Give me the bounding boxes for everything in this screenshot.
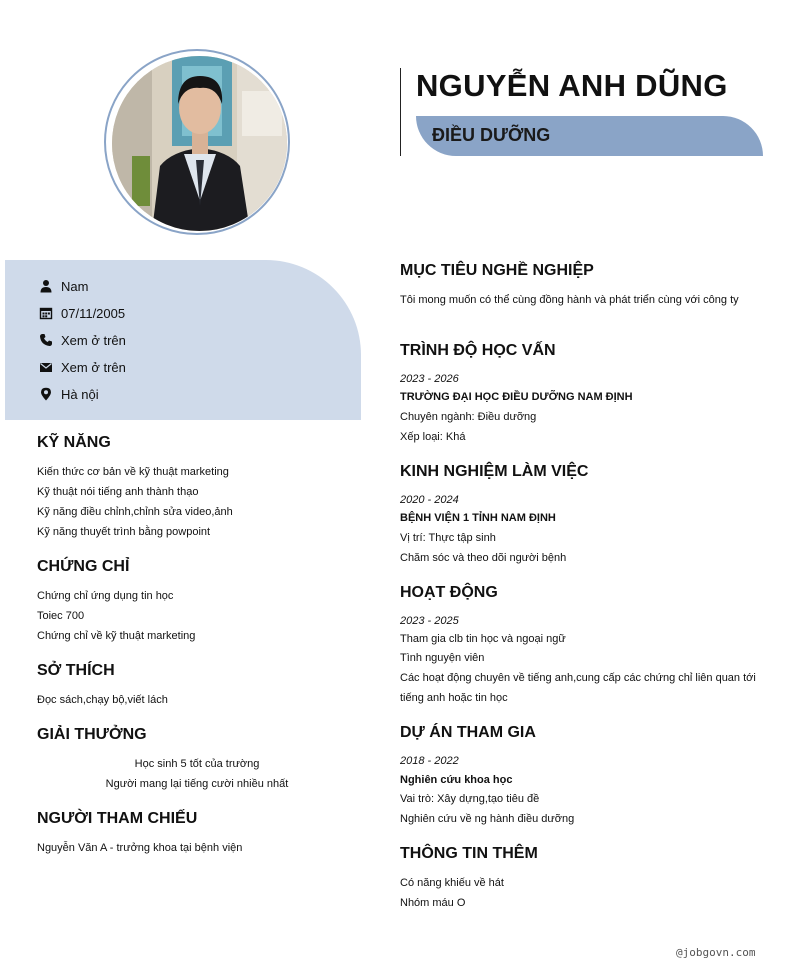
location-pin-icon [39,387,53,401]
job-title-banner [416,116,763,156]
skill-item: Kỹ thuật nói tiếng anh thành thạo [37,486,199,498]
additional-item: Nhóm máu O [400,897,466,909]
education-title: TRÌNH ĐỘ HỌC VẤN [400,342,556,359]
reference-item: Nguyễn Văn A - trưởng khoa tại bệnh viện [37,842,243,854]
additional-item: Có năng khiếu về hát [400,877,504,889]
certificates-title: CHỨNG CHỈ [37,558,130,575]
contact-phone-text: Xem ở trên [61,332,126,348]
skill-item: Kiến thức cơ bản về kỹ thuật marketing [37,466,229,478]
experience-description: Chăm sóc và theo dõi người bệnh [400,552,567,564]
activity-item: Tình nguyện viên [400,652,485,664]
contact-birthday-text: 07/11/2005 [61,305,126,321]
certificate-item: Toiec 700 [37,610,85,622]
skill-item: Kỹ năng điều chỉnh,chỉnh sửa video,ảnh [37,506,233,518]
skill-item: Kỹ năng thuyết trình bằng powpoint [37,526,211,538]
hobby-item: Đọc sách,chạy bộ,viết lách [37,694,168,706]
calendar-icon [39,306,53,320]
contact-gender-text: Nam [61,278,89,294]
full-name: NGUYỄN ANH DŨNG [416,68,728,103]
award-item: Học sinh 5 tốt của trường [134,758,260,770]
hobbies-title: SỞ THÍCH [37,662,115,679]
portrait-photo [112,56,287,231]
contact-email-text: Xem ở trên [61,359,126,375]
contact-phone [39,330,126,350]
activity-item: Tham gia clb tin học và ngoại ngữ [400,633,566,645]
experience-title: KINH NGHIỆM LÀM VIỆC [400,463,589,480]
awards-title: GIẢI THƯỞNG [37,726,147,743]
avatar [112,56,287,231]
activities-period: 2023 - 2025 [400,615,459,627]
mail-icon [39,360,53,374]
project-name: Nghiên cứu khoa học [400,774,513,786]
project-period: 2018 - 2022 [400,755,459,767]
objective-title: MỤC TIÊU NGHỀ NGHIỆP [400,262,594,279]
project-description: Nghiên cứu về ng hành điều dưỡng [400,813,575,825]
phone-icon [39,333,53,347]
projects-title: DỰ ÁN THAM GIA [400,724,536,741]
education-grade: Xếp loại: Khá [400,431,466,443]
activity-item: Các hoạt động chuyên về tiếng anh,cung cấp các chứng chỉ liên quan tới tiếng anh hoặc tin học [400,672,756,704]
certificate-item: Chứng chỉ ứng dụng tin học [37,590,174,602]
activities-title: HOẠT ĐỘNG [400,584,498,601]
award-item: Người mang lại tiếng cười nhiều nhất [105,778,289,790]
experience-position: Vị trí: Thực tập sinh [400,532,496,544]
contact-address-text: Hà nội [61,386,99,402]
contact-address [39,384,99,404]
contact-email [39,357,126,377]
name-divider [400,68,401,156]
job-title: ĐIỀU DƯỠNG [432,125,551,145]
skills-title: KỸ NĂNG [37,434,111,451]
project-role: Vai trò: Xây dựng,tạo tiêu đề [400,793,540,805]
education-period: 2023 - 2026 [400,373,459,385]
footer-watermark: @jobgovn.com [676,946,756,959]
additional-title: THÔNG TIN THÊM [400,845,538,862]
experience-period: 2020 - 2024 [400,494,459,506]
certificate-item: Chứng chỉ về kỹ thuật marketing [37,630,196,642]
contact-birthday [39,303,125,323]
education-major: Chuyên ngành: Điều dưỡng [400,411,537,423]
objective-text: Tôi mong muốn có thể cùng đồng hành và phát triển cùng với công ty [400,294,739,306]
references-title: NGƯỜI THAM CHIẾU [37,810,198,827]
contact-gender [39,276,88,296]
education-school: TRƯỜNG ĐẠI HỌC ĐIỀU DƯỠNG NAM ĐỊNH [400,391,633,403]
experience-company: BỆNH VIỆN 1 TỈNH NAM ĐỊNH [400,512,556,524]
contact-panel [5,260,361,420]
person-icon [39,279,53,293]
